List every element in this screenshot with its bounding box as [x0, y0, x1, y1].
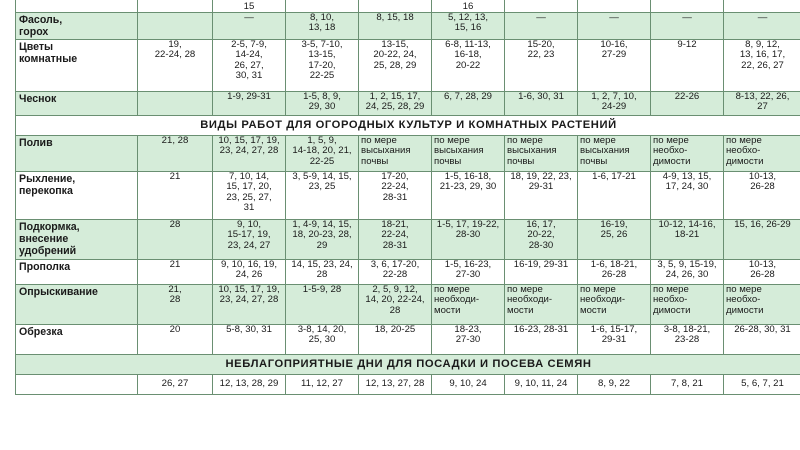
table-cell: по мере необхо- димости	[724, 285, 800, 325]
table-cell: по мере высыхания почвы	[578, 136, 651, 172]
table-cell: 15-20, 22, 23	[505, 40, 578, 92]
table-cell: 15	[213, 0, 286, 13]
table-cell: 16, 17, 20-22, 28-30	[505, 220, 578, 260]
row-label: Подкормка, внесение удобрений	[16, 220, 138, 260]
row-label: Прополка	[16, 260, 138, 285]
table-cell: 1, 4-9, 14, 15, 18, 20-23, 28, 29	[286, 220, 359, 260]
table-cell: 1-5, 16-23, 27-30	[432, 260, 505, 285]
row-label: Полив	[16, 136, 138, 172]
lunar-calendar-table	[15, 0, 800, 395]
section-title-works: ВИДЫ РАБОТ ДЛЯ ОГОРОДНЫХ КУЛЬТУР И КОМНАТНЫХ РАСТЕНИЙ	[16, 116, 800, 136]
table-cell	[359, 0, 432, 13]
table-cell: 1-5, 17, 19-22, 28-30	[432, 220, 505, 260]
table-cell: 9, 10, 11, 24	[505, 375, 578, 395]
table-cell: 1-6, 17-21	[578, 172, 651, 220]
table-cell: 28	[138, 220, 213, 260]
table-cell: 1-6, 30, 31	[505, 92, 578, 116]
table-cell: 10, 15, 17, 19, 23, 24, 27, 28	[213, 285, 286, 325]
table-cell: —	[213, 13, 286, 40]
table-row-crop	[16, 40, 800, 92]
table-cell: 18, 20-25	[359, 325, 432, 355]
table-cell: 8-13, 22, 26, 27	[724, 92, 800, 116]
table-cell: 21	[138, 260, 213, 285]
table-cell: 5-8, 30, 31	[213, 325, 286, 355]
table-cell: 21, 28	[138, 136, 213, 172]
table-cell: по мере необхо- димости	[724, 136, 800, 172]
table-cell: 1-5-9, 28	[286, 285, 359, 325]
table-cell: 26-28, 30, 31	[724, 325, 800, 355]
table-cell: 5, 12, 13, 15, 16	[432, 13, 505, 40]
table-cell: 13-15, 20-22, 24, 25, 28, 29	[359, 40, 432, 92]
table-cell: 16	[432, 0, 505, 13]
table-row-work	[16, 260, 800, 285]
row-label: Опрыскивание	[16, 285, 138, 325]
table-cell: 9, 10, 15-17, 19, 23, 24, 27	[213, 220, 286, 260]
table-cell: 1-5, 8, 9, 29, 30	[286, 92, 359, 116]
table-cell: 8, 9, 12, 13, 16, 17, 22, 26, 27	[724, 40, 800, 92]
table-cell: 5, 6, 7, 21	[724, 375, 800, 395]
table-cell: 12, 13, 28, 29	[213, 375, 286, 395]
table-cell: 3, 6, 17-20, 22-28	[359, 260, 432, 285]
table-cell: 8, 10, 13, 18	[286, 13, 359, 40]
table-cell: 18-23, 27-30	[432, 325, 505, 355]
table-cell: 20	[138, 325, 213, 355]
table-cell: по мере высыхания почвы	[505, 136, 578, 172]
row-label: Цветы комнатные	[16, 40, 138, 92]
table-cell-empty	[138, 13, 213, 40]
table-cell: 1-9, 29-31	[213, 92, 286, 116]
table-cell: 10-12, 14-16, 18-21	[651, 220, 724, 260]
table-row-work	[16, 285, 800, 325]
table-cell: —	[724, 13, 800, 40]
table-cell: по мере необхо- димости	[651, 285, 724, 325]
table-cell	[578, 0, 651, 13]
table-cell: 7, 10, 14, 15, 17, 20, 23, 25, 27, 31	[213, 172, 286, 220]
table-cell	[138, 92, 213, 116]
table-cell: 8, 9, 22	[578, 375, 651, 395]
row-label-empty	[16, 375, 138, 395]
table-cell: 10-13, 26-28	[724, 172, 800, 220]
table-cell: по мере высыхания почвы	[359, 136, 432, 172]
table-cell: 9, 10, 16, 19, 24, 26	[213, 260, 286, 285]
table-cell: —	[651, 13, 724, 40]
table-cell: 9-12	[651, 40, 724, 92]
table-cell: 10-13, 26-28	[724, 260, 800, 285]
row-label: Фасоль, горох	[16, 13, 138, 40]
table-cell: 1, 2, 15, 17, 24, 25, 28, 29	[359, 92, 432, 116]
table-cell: по мере необходи- мости	[505, 285, 578, 325]
table-row-work	[16, 136, 800, 172]
table-row-work	[16, 172, 800, 220]
table-cell: по мере высыхания почвы	[432, 136, 505, 172]
table-cell: 8, 15, 18	[359, 13, 432, 40]
table-cell: —	[578, 13, 651, 40]
row-label: Рыхление, перекопка	[16, 172, 138, 220]
table-cell: 1, 2, 7, 10, 24-29	[578, 92, 651, 116]
table-cell: 21	[138, 172, 213, 220]
table-cell: 16-23, 28-31	[505, 325, 578, 355]
table-row-unfavourable	[16, 375, 800, 395]
table-cell: по мере необходи- мости	[578, 285, 651, 325]
table-cell: по мере необхо- димости	[651, 136, 724, 172]
table-cell	[138, 0, 213, 13]
table-cell: 18, 19, 22, 23, 29-31	[505, 172, 578, 220]
table-cell: 9, 10, 24	[432, 375, 505, 395]
table-cell: 1-6, 18-21, 26-28	[578, 260, 651, 285]
table-cell: 18-21, 22-24, 28-31	[359, 220, 432, 260]
table-cell: 22-26	[651, 92, 724, 116]
table-cell: 2-5, 7-9, 14-24, 26, 27, 30, 31	[213, 40, 286, 92]
table-cell: 7, 8, 21	[651, 375, 724, 395]
table-cell: 19, 22-24, 28	[138, 40, 213, 92]
table-row-crop	[16, 92, 800, 116]
table-cell	[16, 0, 138, 13]
table-cell: 14, 15, 23, 24, 28	[286, 260, 359, 285]
table-cell: 6, 7, 28, 29	[432, 92, 505, 116]
table-cell: 10-16, 27-29	[578, 40, 651, 92]
table-cell: 26, 27	[138, 375, 213, 395]
table-row-work	[16, 325, 800, 355]
table-cell: 16-19, 29-31	[505, 260, 578, 285]
table-cell: 21, 28	[138, 285, 213, 325]
section-header-works	[16, 116, 800, 136]
table-cell: 3, 5-9, 14, 15, 23, 25	[286, 172, 359, 220]
table-cell: 3, 5, 9, 15-19, 24, 26, 30	[651, 260, 724, 285]
table-cell: 17-20, 22-24, 28-31	[359, 172, 432, 220]
table-cell: —	[505, 13, 578, 40]
table-cell: 4-9, 13, 15, 17, 24, 30	[651, 172, 724, 220]
table-cell: 16-19, 25, 26	[578, 220, 651, 260]
table-cell: 3-8, 14, 20, 25, 30	[286, 325, 359, 355]
table-cell	[724, 0, 800, 13]
table-cell: 11, 12, 27	[286, 375, 359, 395]
table-cell: по мере необходи- мости	[432, 285, 505, 325]
table-cell: 3-5, 7-10, 13-15, 17-20, 22-25	[286, 40, 359, 92]
table-cell: 10, 15, 17, 19, 23, 24, 27, 28	[213, 136, 286, 172]
table-cell: 12, 13, 27, 28	[359, 375, 432, 395]
table-cell: 1-6, 15-17, 29-31	[578, 325, 651, 355]
table-row-crop	[16, 13, 800, 40]
row-label: Обрезка	[16, 325, 138, 355]
table-cell	[651, 0, 724, 13]
section-title-unfavourable: НЕБЛАГОПРИЯТНЫЕ ДНИ ДЛЯ ПОСАДКИ И ПОСЕВА СЕМЯН	[16, 355, 800, 375]
table-cell: 1, 5, 9, 14-18, 20, 21, 22-25	[286, 136, 359, 172]
row-label: Чеснок	[16, 92, 138, 116]
table-row-work	[16, 220, 800, 260]
section-header-unfavourable	[16, 355, 800, 375]
table-cell: 2, 5, 9, 12, 14, 20, 22-24, 28	[359, 285, 432, 325]
table-row-top	[16, 0, 800, 13]
table-cell	[505, 0, 578, 13]
table-cell: 3-8, 18-21, 23-28	[651, 325, 724, 355]
table-cell: 6-8, 11-13, 16-18, 20-22	[432, 40, 505, 92]
table-cell: 1-5, 16-18, 21-23, 29, 30	[432, 172, 505, 220]
table-cell	[286, 0, 359, 13]
table-cell: 15, 16, 26-29	[724, 220, 800, 260]
